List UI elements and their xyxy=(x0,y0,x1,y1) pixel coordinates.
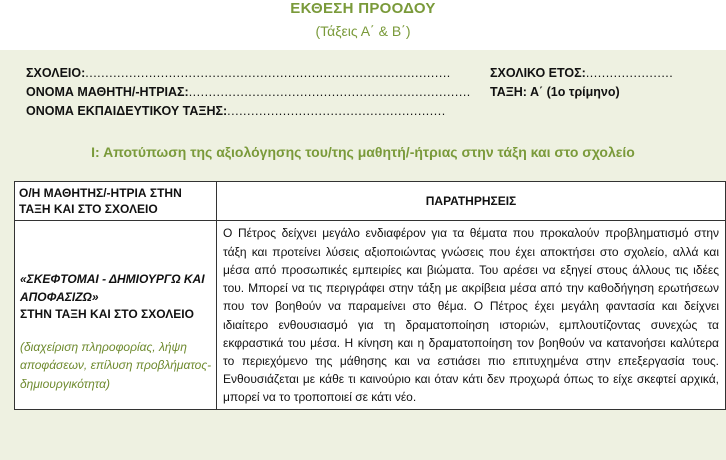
category-note: (διαχείριση πληροφορίας, λήψη αποφάσεων, επίλυση προβλήματος-δημιουργικότητα) xyxy=(20,339,212,391)
school-label: ΣΧΟΛΕΙΟ: xyxy=(26,66,86,80)
class-line xyxy=(490,85,620,99)
student-name-field[interactable]: ....................................................................... xyxy=(188,85,471,99)
document-header xyxy=(0,0,726,50)
observations-text[interactable]: Ο Πέτρος δείχνει μεγάλο ενδιαφέρον για τα θέματα που προκαλούν προβληματισμό στην τάξη και προτείνει λύσεις αξιοποιώντας γνώσεις που έχει αποκτήσει στο σχολείο, αλλά και μέσα από προσωπικές εμπειρίες και βιώματα. Του αρέσει να εξηγεί στους άλλους τις ιδέες του. Μπορεί να τις περιγράφει στην τάξη με ακρίβεια μέσα από την καθοδήγηση ερωτήσεων που τον βοηθούν να παραμείνει στο θέμα. Ο Πέτρος έχει μεγάλη φαντασία και δείχνει ιδιαίτερο ενθουσιασμό για τη δραματοποίηση ιστοριών, εμπλουτίζοντας συνεχώς τα εκφραστικά του μέσα. Η κίνηση και η δραματοποίηση τον βοηθούν να κατανοήσει καλύτερα το περιεχόμενο της μάθησης και να εστιάσει πιο επιτυχημένα στην επεξεργασία τους. Ενθουσιάζεται με κάθε τι καινούριο και όταν κάτι δεν προχωρά όπως το είχε σκεφτεί αρχικά, μπορεί να το τροποποιεί σε κάτι νέο. xyxy=(217,221,726,409)
school-year-label: ΣΧΟΛΙΚΟ ΕΤΟΣ: xyxy=(490,66,586,80)
column-header-student: Ο/Η ΜΑΘΗΤΗΣ/-ΗΤΡΙΑ ΣΤΗΝ ΤΑΞΗ ΚΑΙ ΣΤΟ ΣΧΟΛΕΙΟ xyxy=(15,182,217,221)
category-cell xyxy=(15,221,217,409)
student-label: ΟΝΟΜΑ ΜΑΘΗΤΗ/-ΗΤΡΙΑΣ: xyxy=(26,85,189,99)
evaluation-table xyxy=(14,181,726,410)
school-year-field[interactable]: ...................... xyxy=(585,66,674,80)
teacher-name-field[interactable]: ....................................................... xyxy=(227,104,446,118)
category-title: «ΣΚΕΦΤΟΜΑΙ - ΔΗΜΙΟΥΡΓΩ ΚΑΙ ΑΠΟΦΑΣΙΖΩ» xyxy=(20,272,205,304)
school-year-line xyxy=(490,66,673,80)
document-title: ΕΚΘΕΣΗ ΠΡΟΟΔΟΥ xyxy=(290,0,436,17)
teacher-label: ΟΝΟΜΑ ΕΚΠΑΙΔΕΥΤΙΚΟΥ ΤΑΞΗΣ: xyxy=(26,104,228,118)
school-line xyxy=(26,66,451,80)
category-subtitle: ΣΤΗΝ ΤΑΞΗ ΚΑΙ ΣΤΟ ΣΧΟΛΕΙΟ xyxy=(20,307,194,322)
teacher-line xyxy=(26,104,446,118)
section-heading: Ι: Αποτύπωση της αξιολόγησης του/της μαθητή/-ήτριας στην τάξη και στο σχολείο xyxy=(91,144,635,160)
class-label: ΤΑΞΗ: Α΄ (1ο τρίμηνο) xyxy=(490,85,620,99)
column-header-observations: ΠΑΡΑΤΗΡΗΣΕΙΣ xyxy=(217,182,726,221)
school-field[interactable]: ............................................................................................ xyxy=(85,66,451,80)
table-header-row xyxy=(15,182,726,221)
table-row xyxy=(15,221,726,409)
student-line xyxy=(26,85,471,99)
document-subtitle: (Τάξεις Α΄ & Β΄) xyxy=(315,23,411,39)
